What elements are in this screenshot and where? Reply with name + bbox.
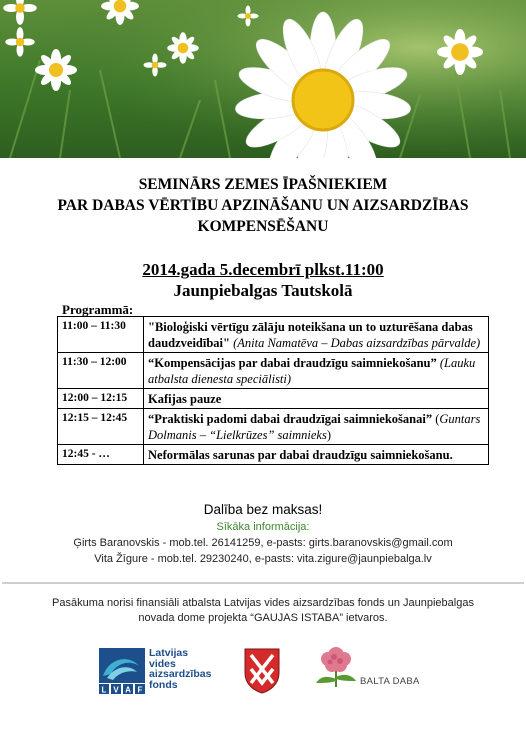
lvaf-name-line: Latvijas (149, 647, 189, 659)
program-time: 11:30 – 12:00 (58, 353, 144, 389)
program-time: 12:45 - … (58, 445, 144, 465)
program-speaker: Guntars Dolmanis – “Lielkrūzes” saimnieks (148, 412, 481, 442)
program-topic: “Praktiski padomi dabai draudzīgai saimniekošanai” (148, 412, 433, 426)
divider (2, 582, 524, 584)
program-desc (144, 353, 489, 389)
program-desc (144, 445, 489, 465)
lvaf-letter: F (137, 685, 143, 694)
lvaf-emblem-icon (99, 648, 145, 694)
lvaf-logo (99, 648, 219, 698)
program-row (58, 353, 489, 389)
lvaf-letter: A (125, 685, 131, 694)
program-desc (144, 317, 489, 353)
program-table (57, 316, 489, 465)
title-line-3: KOMPENSĒŠANU (197, 218, 329, 235)
clover-flower-icon (312, 643, 360, 689)
title-line-2: PAR DABAS VĒRTĪBU APZINĀŠANU UN AIZSARDZĪBAS (57, 197, 469, 214)
program-speaker: (Anita Namatēva – Dabas aizsardzības pārvalde) (233, 336, 481, 350)
program-row (58, 409, 489, 445)
program-row (58, 317, 489, 353)
balta-daba-logo (312, 643, 432, 693)
balta-daba-name: BALTA DABA (360, 676, 420, 687)
program-speaker: (Lauku atbalsta dienesta speciālisti) (148, 356, 476, 386)
seminar-title (0, 174, 526, 237)
program-speaker-open: ( (435, 412, 440, 426)
more-info-label: Sīkāka informācija: (216, 521, 310, 533)
program-label: Programmā: (62, 302, 134, 317)
event-venue: Jaunpiebalgas Tautskolā (173, 281, 353, 300)
contact-line: Ģirts Baranovskis - mob.tel. 26141259, e-pasts: girts.baranovskis@gmail.com (73, 537, 453, 549)
contact-line: Vita Žīgure - mob.tel. 29230240, e-pasts: vita.zigure@jaunpiebalga.lv (94, 553, 432, 565)
program-topic: Neformālas sarunas par dabai draudzīgu saimniekošanu. (148, 448, 453, 462)
lvaf-name-line: fonds (149, 678, 178, 691)
program-desc (144, 389, 489, 409)
lvaf-letter: V (113, 685, 119, 694)
program-time: 12:00 – 12:15 (58, 389, 144, 409)
funding-note: Pasākuma norisi finansiāli atbalsta Latvijas vides aizsardzības fonds un Jaunpiebalgas novada dome projekta “GAUJAS ISTABA” ietvaros. (52, 597, 474, 624)
lvaf-name (149, 648, 211, 690)
title-line-1: SEMINĀRS ZEMES ĪPAŠNIEKIEM (138, 176, 388, 193)
program-topic: “Kompensācijas par dabai draudzīgu saimniekošanu” (148, 356, 437, 370)
program-speaker-close: ) (326, 428, 331, 442)
program-topic: "Bioloģiski vērtīgu zālāju noteikšana un to uzturēšana dabas daudzveidībai" (148, 320, 473, 350)
header-photo-daisies (0, 0, 526, 158)
program-desc (144, 409, 489, 445)
program-time: 12:15 – 12:45 (58, 409, 144, 445)
event-date: 2014.gada 5.decembrī plkst.11:00 (142, 260, 384, 279)
program-topic: Kafijas pauze (148, 392, 222, 406)
jaunpiebalga-coat-of-arms-icon (243, 647, 281, 700)
program-row (58, 389, 489, 409)
lvaf-name-line: vides (149, 657, 176, 670)
program-row (58, 445, 489, 465)
lvaf-letter: L (101, 685, 107, 694)
program-time: 11:00 – 11:30 (58, 317, 144, 353)
free-participation: Dalība bez maksas! (203, 502, 323, 517)
lvaf-name-line: aizsardzības (149, 668, 212, 680)
